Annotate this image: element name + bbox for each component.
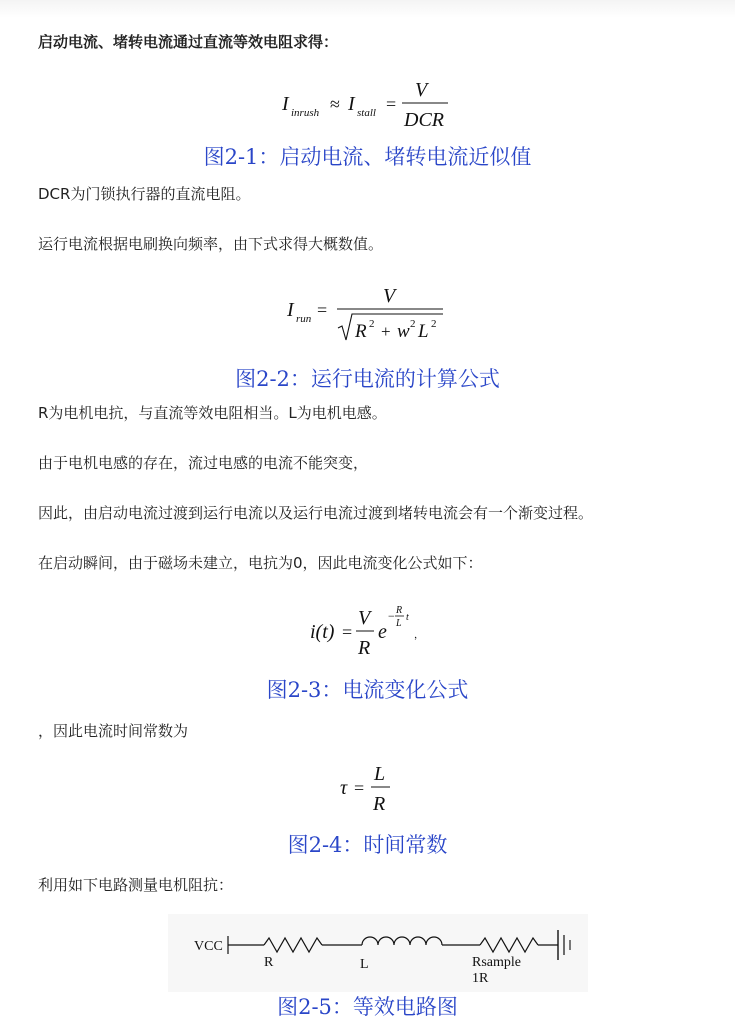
section-heading: 启动电流、堵转电流通过直流等效电阻求得： (38, 33, 339, 51)
formula-e: e (377, 621, 387, 643)
caption-fig-2-3: 图2-3：电流变化公式 (266, 678, 469, 702)
formula-denominator: R (372, 793, 385, 815)
formula-l: L (417, 321, 429, 342)
circuit-vcc-label: VCC (194, 939, 223, 954)
formula-exp-minus: − (387, 609, 395, 623)
circuit-rsample-value: 1R (472, 971, 489, 986)
paragraph-therefore: 因此，由启动电流过渡到运行电流以及运行电流过渡到堵转电流会有一个渐变过程。 (38, 504, 594, 522)
formula-r: R (354, 321, 367, 342)
circuit-r-label: R (264, 955, 274, 970)
paragraph-tau-intro: ，因此电流时间常数为 (38, 722, 189, 740)
formula-tau: τ (339, 777, 347, 799)
formula-numerator: V (414, 79, 427, 101)
formula-l-exp: 2 (430, 318, 436, 330)
formula-equals: = (341, 622, 352, 642)
formula-equals: = (385, 94, 396, 114)
top-bar (0, 0, 735, 18)
paragraph-dcr: DCR为门锁执行器的直流电阻。 (38, 185, 251, 203)
formula-time-constant (0, 762, 735, 820)
formula-w-exp: 2 (409, 318, 415, 330)
caption-fig-2-2: 图2-2：运行电流的计算公式 (235, 367, 500, 391)
formula-i-symbol-2: I (347, 93, 355, 115)
equivalent-circuit (168, 914, 588, 996)
paragraph-run-intro: 运行电流根据电刷换向频率，由下式求得大概数值。 (38, 235, 384, 253)
formula-w: w (396, 321, 410, 342)
formula-exp-den: L (395, 618, 402, 629)
formula-numerator: L (373, 763, 385, 785)
formula-i-symbol: I (286, 299, 294, 321)
caption-fig-2-4: 图2-4：时间常数 (287, 833, 448, 857)
formula-exp-num: R (395, 605, 402, 616)
formula-equals: = (316, 300, 327, 320)
formula-numerator: V (382, 285, 395, 307)
paragraph-measure: 利用如下电路测量电机阻抗： (38, 876, 234, 894)
circuit-rsample-label: Rsample (472, 955, 521, 970)
formula-plus: + (380, 322, 391, 341)
caption-fig-2-1: 图2-1：启动电流、堵转电流近似值 (203, 145, 532, 169)
formula-equals: = (353, 778, 364, 798)
paragraph-inductance: 由于电机电感的存在，流过电感的电流不能突变， (38, 454, 369, 472)
formula-denominator: DCR (403, 109, 444, 131)
formula-denominator: R (357, 637, 370, 659)
formula-r-exp: 2 (368, 318, 374, 330)
formula-approx: ≈ (329, 94, 340, 114)
formula-current-change (0, 600, 735, 666)
formula-numerator: V (357, 607, 370, 629)
formula-run-current (0, 284, 735, 350)
circuit-l-label: L (360, 957, 369, 972)
formula-lhs: i(t) (309, 621, 334, 643)
paragraph-r-definition: R为电机电抗，与直流等效电阻相当。L为电机电感。 (38, 404, 387, 422)
formula-inrush-subscript: inrush (290, 107, 319, 119)
formula-stall-subscript: stall (356, 107, 376, 119)
formula-exp-t: t (405, 612, 409, 623)
formula-inrush-stall (0, 78, 735, 136)
formula-trailing-comma: ， (413, 630, 424, 641)
formula-i-symbol: I (281, 93, 289, 115)
paragraph-startup: 在启动瞬间，由于磁场未建立，电抗为0，因此电流变化公式如下： (38, 554, 483, 572)
formula-run-subscript: run (295, 313, 311, 325)
caption-fig-2-5: 图2-5：等效电路图 (277, 995, 458, 1019)
